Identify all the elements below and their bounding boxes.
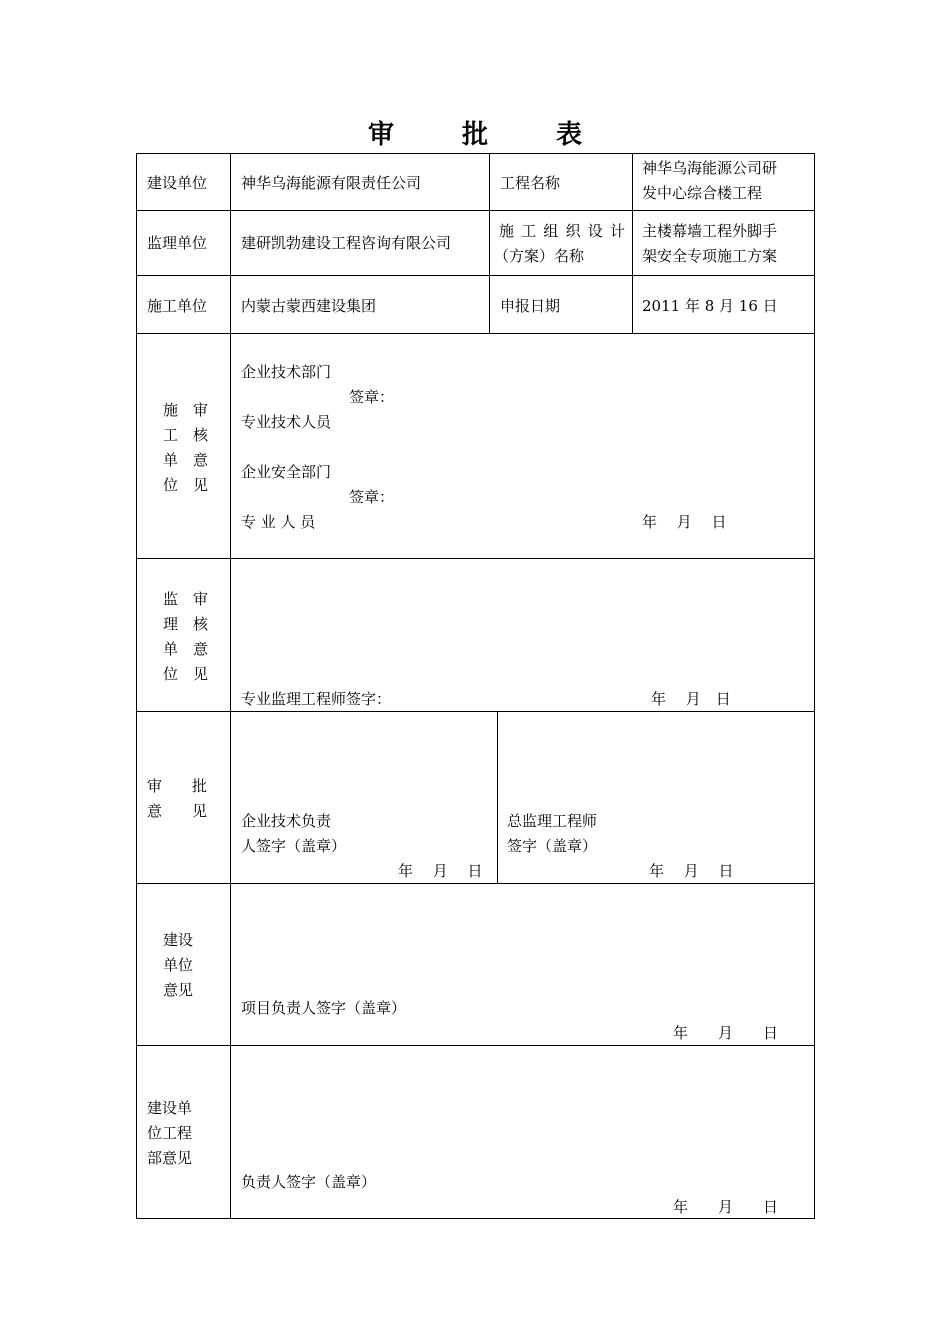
tech-dept-line: 企业技术部门	[241, 363, 332, 381]
safety-dept-line: 企业安全部门	[241, 463, 332, 481]
column-divider	[632, 153, 633, 333]
dept-lead-signature: 负责人签字（盖章）	[241, 1173, 377, 1191]
section-label: 建设	[163, 931, 194, 949]
project-name-value: 神华乌海能源公司研	[642, 159, 778, 177]
section-label: 位 见	[163, 476, 209, 494]
date-line: 年 月 日	[651, 690, 731, 708]
project-lead-signature: 项目负责人签字（盖章）	[241, 999, 407, 1017]
tech-lead-signature: 人签字（盖章）	[241, 837, 347, 855]
date-line: 年 月 日	[673, 1024, 779, 1042]
contractor-value: 内蒙古蒙西建设集团	[241, 297, 377, 315]
date-line: 年 月 日	[649, 862, 734, 880]
section-label: 意 见	[147, 802, 208, 820]
project-name-label: 工程名称	[500, 174, 561, 192]
plan-name-label: （方案）名称	[494, 247, 585, 265]
title-char: 批	[461, 120, 488, 150]
plan-name-value: 主楼幕墙工程外脚手	[642, 222, 778, 240]
plan-name-label: 施 工 组 织 设 计	[499, 222, 625, 240]
seal-line: 签章：	[349, 388, 395, 406]
tech-lead-signature: 企业技术负责	[241, 812, 332, 830]
section-label: 理 核	[163, 615, 209, 633]
section-label: 施 审	[163, 401, 209, 419]
report-date-label: 申报日期	[500, 297, 561, 315]
tech-staff-line: 专业技术人员	[241, 413, 332, 431]
contractor-label: 施工单位	[147, 297, 208, 315]
chief-supervisor-signature: 签字（盖章）	[507, 837, 598, 855]
row-divider	[136, 210, 815, 211]
section-label: 部意见	[147, 1149, 193, 1167]
row-divider	[136, 558, 815, 559]
owner-unit-value: 神华乌海能源有限责任公司	[241, 174, 422, 192]
section-label: 监 审	[163, 590, 209, 608]
section-label: 位工程	[147, 1124, 193, 1142]
section-label: 单 意	[163, 451, 209, 469]
column-divider	[497, 711, 498, 883]
owner-unit-label: 建设单位	[147, 174, 208, 192]
safety-staff-line: 专 业 人 员	[241, 513, 316, 531]
row-divider	[136, 333, 815, 334]
section-label: 审 批	[147, 777, 208, 795]
date-line: 年 月 日	[398, 862, 483, 880]
project-name-value: 发中心综合楼工程	[642, 184, 763, 202]
section-label: 单 意	[163, 640, 209, 658]
date-line: 年 月 日	[673, 1198, 779, 1216]
column-divider	[230, 153, 231, 1219]
row-divider	[136, 275, 815, 276]
chief-supervisor-signature: 总监理工程师	[507, 812, 598, 830]
document-title	[0, 114, 950, 151]
date-line: 年 月 日	[642, 513, 727, 531]
section-label: 建设单	[147, 1099, 193, 1117]
title-char: 表	[556, 120, 583, 150]
supervision-unit-value: 建研凯勃建设工程咨询有限公司	[241, 234, 452, 252]
plan-name-value: 架安全专项施工方案	[642, 247, 778, 265]
section-label: 意见	[163, 981, 194, 999]
seal-line: 签章：	[349, 488, 395, 506]
section-label: 工 核	[163, 426, 209, 444]
section-label: 单位	[163, 956, 194, 974]
supervisor-signature: 专业监理工程师签字：	[241, 690, 392, 708]
supervision-unit-label: 监理单位	[147, 234, 208, 252]
report-date-value: 2011 年 8 月 16 日	[642, 297, 778, 315]
title-char: 审	[367, 120, 394, 150]
column-divider	[489, 153, 490, 333]
section-label: 位 见	[163, 665, 209, 683]
